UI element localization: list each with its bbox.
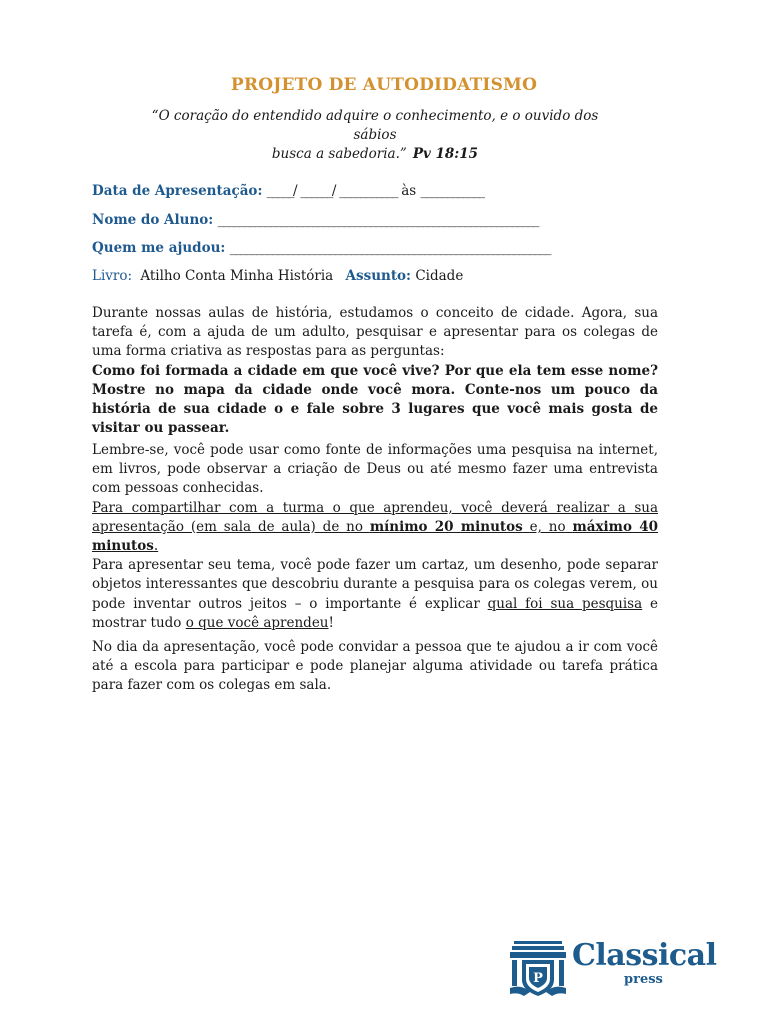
- classical-press-logo: [508, 938, 722, 1000]
- svg-text:P: P: [533, 971, 543, 986]
- student-name-label: Nome do Aluno:: [92, 212, 214, 228]
- date-label: Data de Apresentação:: [92, 183, 263, 199]
- field-date: [92, 183, 484, 199]
- logo-subtitle: press: [624, 972, 663, 987]
- date-month-blank[interactable]: ______/: [300, 183, 335, 199]
- book-label: Livro:: [92, 268, 133, 284]
- paragraph-closing: No dia da apresentação, você pode convidar a pessoa que te ajudou a ir com você até a escola para participar e pode planejar alguma atividade ou tarefa prática para fazer com os colegas em sala.: [92, 639, 658, 694]
- date-year-blank[interactable]: ___________: [339, 183, 397, 199]
- ideas-text: Para apresentar seu tema, você pode fazer um cartaz, um desenho, pode separar objetos interessantes que descobriu durante a pesquisa para os colegas verem, ou pode inventar outros jeitos – o importante é explicar: [92, 557, 658, 612]
- date-at-text: às: [401, 183, 417, 199]
- quote-reference: Pv 18:15: [412, 146, 479, 162]
- helper-blank[interactable]: _____________________________________________________________: [229, 240, 550, 256]
- logo-wordmark: Classical: [572, 938, 717, 973]
- field-helper: [92, 240, 550, 256]
- subject-label: Assunto:: [345, 268, 412, 284]
- paragraph-assignment: [92, 304, 658, 438]
- ideas-end: !: [328, 614, 334, 631]
- date-time-blank[interactable]: ____________: [420, 183, 484, 199]
- helper-label: Quem me ajudou:: [92, 240, 226, 256]
- presentation-text: [92, 500, 658, 554]
- ideas-underline-1: qual foi sua pesquisa: [487, 595, 643, 612]
- logo-emblem-icon: [508, 938, 568, 1000]
- sources-text: Lembre-se, você pode usar como fonte de informações uma pesquisa na internet, em livros, pode observar a criação de Deus ou até mesmo fazer uma entrevista com pessoas conhecidas.: [92, 442, 658, 497]
- paragraph-instructions: [92, 441, 658, 633]
- ideas-underline-2: o que você aprendeu: [185, 614, 329, 631]
- quote-line-2: [140, 145, 610, 164]
- quote-line-1: “O coração do entendido adquire o conhecimento, e o ouvido dos sábios: [151, 108, 599, 143]
- date-day-blank[interactable]: _____/: [266, 183, 297, 199]
- presentation-intro: Para compartilhar com a turma o que aprendeu, você deverá realizar a sua apresentação (em sala de aula) de no: [92, 499, 658, 535]
- field-book: [92, 268, 463, 284]
- assignment-questions: Como foi formada a cidade em que você vive? Por que ela tem esse nome? Mostre no mapa da cidade onde você mora. Conte-nos um pouco da história de sua cidade o e fale sobre 3 lugares que você mais gosta de visitar ou passear.: [92, 362, 658, 437]
- assignment-text: Durante nossas aulas de história, estudamos o conceito de cidade. Agora, sua tarefa é, com a ajuda de um adulto, pesquisar e apresentar para os colegas de uma forma criativa as respostas para as perguntas:: [92, 305, 658, 360]
- book-value: Atilho Conta Minha História: [140, 268, 334, 284]
- presentation-mid: e, no: [529, 518, 566, 535]
- quote-text: busca a sabedoria.”: [271, 146, 407, 162]
- page-title: PROJETO DE AUTODIDATISMO: [230, 75, 538, 95]
- min-duration: mínimo 20 minutos: [369, 518, 523, 535]
- ideas-mid: e mostrar tudo: [92, 595, 658, 631]
- student-name-blank[interactable]: _____________________________________________________________: [217, 212, 538, 228]
- subject-value: Cidade: [415, 268, 464, 284]
- presentation-end: .: [153, 538, 159, 555]
- max-duration: máximo 40 minutos: [92, 518, 659, 555]
- epigraph-quote: [140, 107, 610, 164]
- field-student-name: [92, 212, 538, 228]
